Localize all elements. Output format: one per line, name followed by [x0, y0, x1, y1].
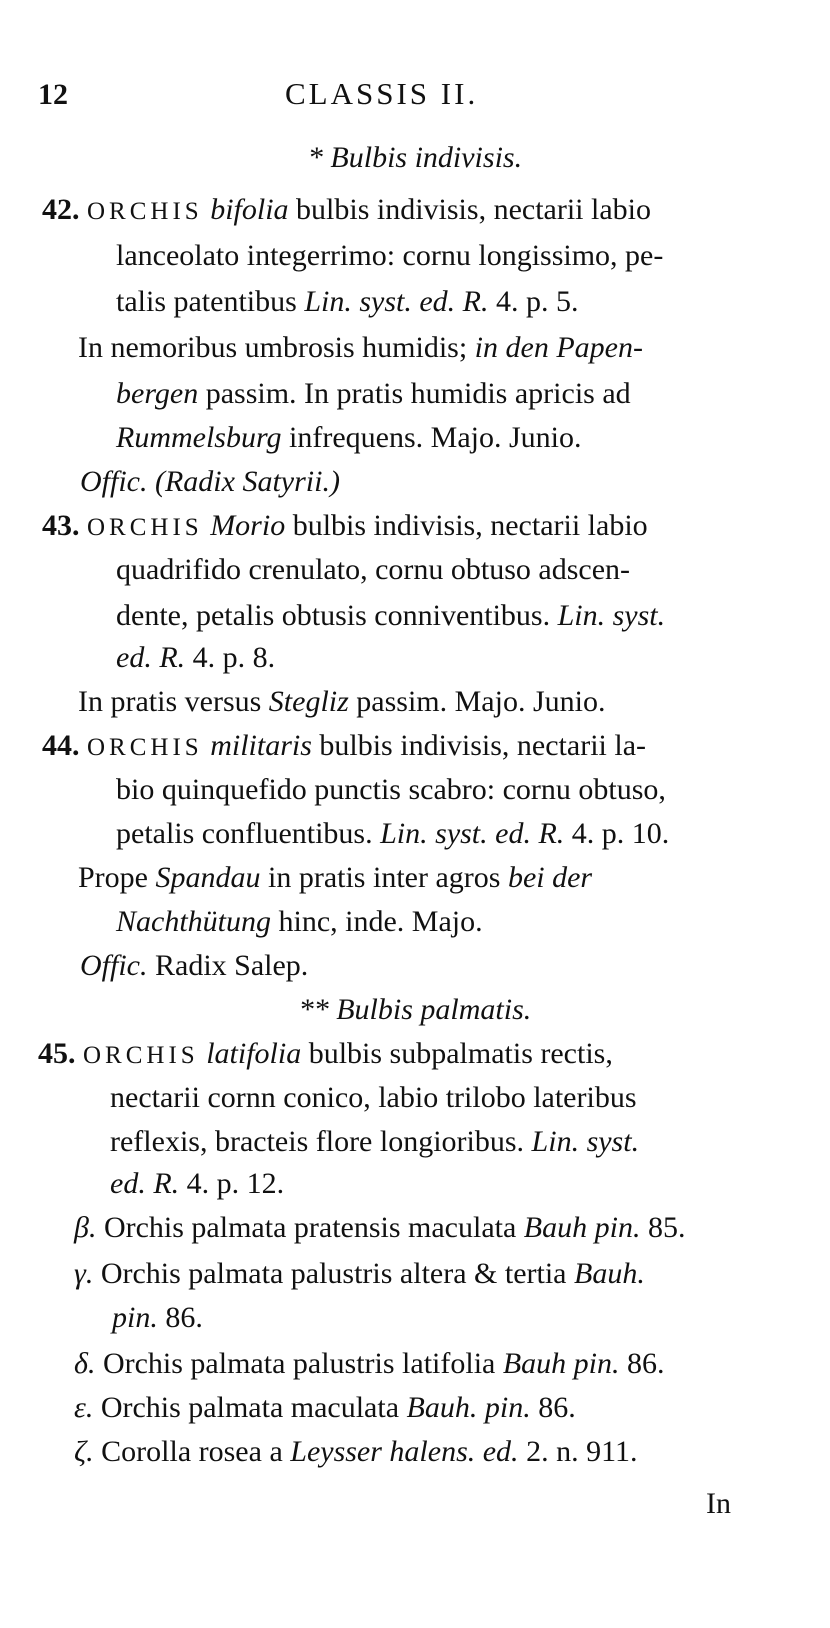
locality: bergen — [116, 377, 199, 410]
reference-page: 4. p. 10. — [571, 817, 670, 850]
description-text: petalis confluentibus. — [116, 817, 373, 850]
entry-45-line-1 — [38, 1036, 613, 1074]
variety-mark: ε. — [74, 1391, 94, 1424]
entry-42-habitat-3 — [116, 420, 582, 456]
variety-text: Orchis palmata palustris latifolia — [102, 1347, 496, 1380]
variety-mark: ζ. — [74, 1435, 94, 1468]
reference-citation: ed. R. — [116, 641, 186, 674]
variety-mark: γ. — [74, 1257, 94, 1290]
entry-42-habitat-2 — [116, 376, 631, 412]
habitat-text: in pratis inter agros — [268, 861, 501, 894]
reference-page: 2. n. 911. — [526, 1435, 638, 1468]
entry-44-line-2: bio quinquefido punctis scabro: cornu obtuso, — [116, 773, 666, 806]
entry-43-line-4 — [116, 640, 275, 676]
habitat-text: In nemoribus umbrosis humidis; — [78, 331, 468, 364]
description-text: bulbis subpalmatis rectis, — [308, 1037, 613, 1070]
reference-citation: Bauh. pin. — [406, 1391, 531, 1424]
species-name: Morio — [210, 509, 286, 542]
variety-mark: β. — [74, 1211, 97, 1244]
habitat-text: passim. In pratis humidis apricis ad — [205, 377, 631, 410]
entry-43-line-3 — [116, 598, 665, 634]
reference-citation: Bauh pin. — [502, 1347, 620, 1380]
habitat-text: infrequens. Majo. Junio. — [289, 421, 582, 454]
locality: bei der — [507, 861, 593, 894]
variety-line — [74, 1434, 637, 1470]
variety-text: Orchis palmata maculata — [100, 1391, 400, 1424]
locality: Rummelsburg — [116, 421, 282, 454]
reference-page: 85. — [647, 1211, 686, 1244]
entry-43-habitat-1 — [78, 684, 605, 720]
variety-line — [74, 1256, 645, 1292]
entry-44-line-3 — [116, 816, 669, 852]
locality: Stegliz — [268, 685, 349, 718]
variety-text: Orchis palmata palustris altera & tertia — [100, 1257, 567, 1290]
entry-45-line-4 — [110, 1166, 284, 1202]
variety-line — [74, 1210, 685, 1246]
reference-page: 4. p. 12. — [186, 1167, 285, 1200]
reference-page: 4. p. 8. — [192, 641, 276, 674]
entry-45-line-2: nectarii cornn conico, labio trilobo lateribus — [110, 1081, 637, 1114]
reference-citation: ed. R. — [110, 1167, 180, 1200]
section-heading-indivisis: * Bulbis indivisis. — [307, 141, 523, 174]
genus-name: ORCHIS — [87, 514, 203, 541]
entry-42-line-2: lanceolato integerrimo: cornu longissimo, pe- — [116, 239, 664, 272]
description-text: talis patentibus — [116, 285, 297, 318]
reference-citation: Lin. syst. ed. R. — [380, 817, 565, 850]
entry-43-line-2: quadrifido crenulato, cornu obtuso adscen- — [116, 553, 630, 586]
reference-citation: Lin. syst. — [531, 1125, 640, 1158]
reference-citation: Lin. syst. — [557, 599, 666, 632]
entry-43-line-1 — [42, 508, 648, 546]
entry-42-officinal: Offic. (Radix Satyrii.) — [80, 465, 340, 498]
genus-name: ORCHIS — [87, 734, 203, 761]
entry-42-habitat-1 — [78, 330, 643, 366]
genus-name: ORCHIS — [83, 1042, 199, 1069]
species-name: militaris — [210, 729, 312, 762]
description-text: bulbis indivisis, nectarii labio — [296, 193, 651, 226]
reference-citation: pin. — [112, 1301, 158, 1334]
locality: Nachthütung — [116, 905, 271, 938]
habitat-text: In pratis versus — [78, 685, 262, 718]
species-name: bifolia — [210, 193, 289, 226]
entry-number: 45. — [38, 1037, 76, 1070]
catchword: In — [706, 1487, 731, 1520]
entry-number: 44. — [42, 729, 80, 762]
section-heading-palmatis: ** Bulbis palmatis. — [298, 993, 532, 1026]
entry-number: 42. — [42, 193, 80, 226]
variety-line — [74, 1346, 665, 1382]
habitat-text: passim. Majo. Junio. — [356, 685, 606, 718]
habitat-text: Prope — [78, 861, 148, 894]
genus-name: ORCHIS — [87, 198, 203, 225]
entry-42-line-3 — [116, 284, 578, 320]
reference-citation: Lin. syst. ed. R. — [304, 285, 489, 318]
reference-page: 86. — [627, 1347, 665, 1380]
locality: in den Papen- — [474, 331, 643, 364]
running-head: CLASSIS II. — [285, 76, 479, 111]
reference-citation: Bauh pin. — [523, 1211, 641, 1244]
variety-mark: δ. — [74, 1347, 96, 1380]
reference-citation: Bauh. — [574, 1257, 645, 1290]
variety-line-continued — [112, 1300, 203, 1336]
entry-44-line-1 — [42, 728, 646, 766]
reference-page: 86. — [538, 1391, 576, 1424]
variety-text: Corolla rosea a — [101, 1435, 283, 1468]
entry-44-habitat-2 — [116, 904, 483, 940]
entry-44-habitat-1 — [78, 860, 592, 896]
officinal-text: Radix Salep. — [155, 949, 309, 982]
page-number: 12 — [38, 78, 68, 111]
reference-page: 86. — [165, 1301, 203, 1334]
variety-text: Orchis palmata pratensis maculata — [103, 1211, 517, 1244]
locality: Spandau — [155, 861, 261, 894]
species-name: latifolia — [206, 1037, 302, 1070]
entry-42-line-1 — [42, 192, 651, 230]
reference-page: 4. p. 5. — [495, 285, 579, 318]
officinal-label: Offic. — [80, 949, 148, 982]
entry-number: 43. — [42, 509, 80, 542]
variety-line — [74, 1390, 576, 1426]
description-text: reflexis, bracteis flore longioribus. — [110, 1125, 525, 1158]
entry-44-officinal — [80, 948, 308, 984]
description-text: bulbis indivisis, nectarii labio — [292, 509, 648, 542]
description-text: bulbis indivisis, nectarii la- — [319, 729, 647, 762]
reference-citation: Leysser halens. ed. — [290, 1435, 519, 1468]
description-text: dente, petalis obtusis conniventibus. — [116, 599, 551, 632]
entry-45-line-3 — [110, 1124, 639, 1160]
habitat-text: hinc, inde. Majo. — [278, 905, 483, 938]
